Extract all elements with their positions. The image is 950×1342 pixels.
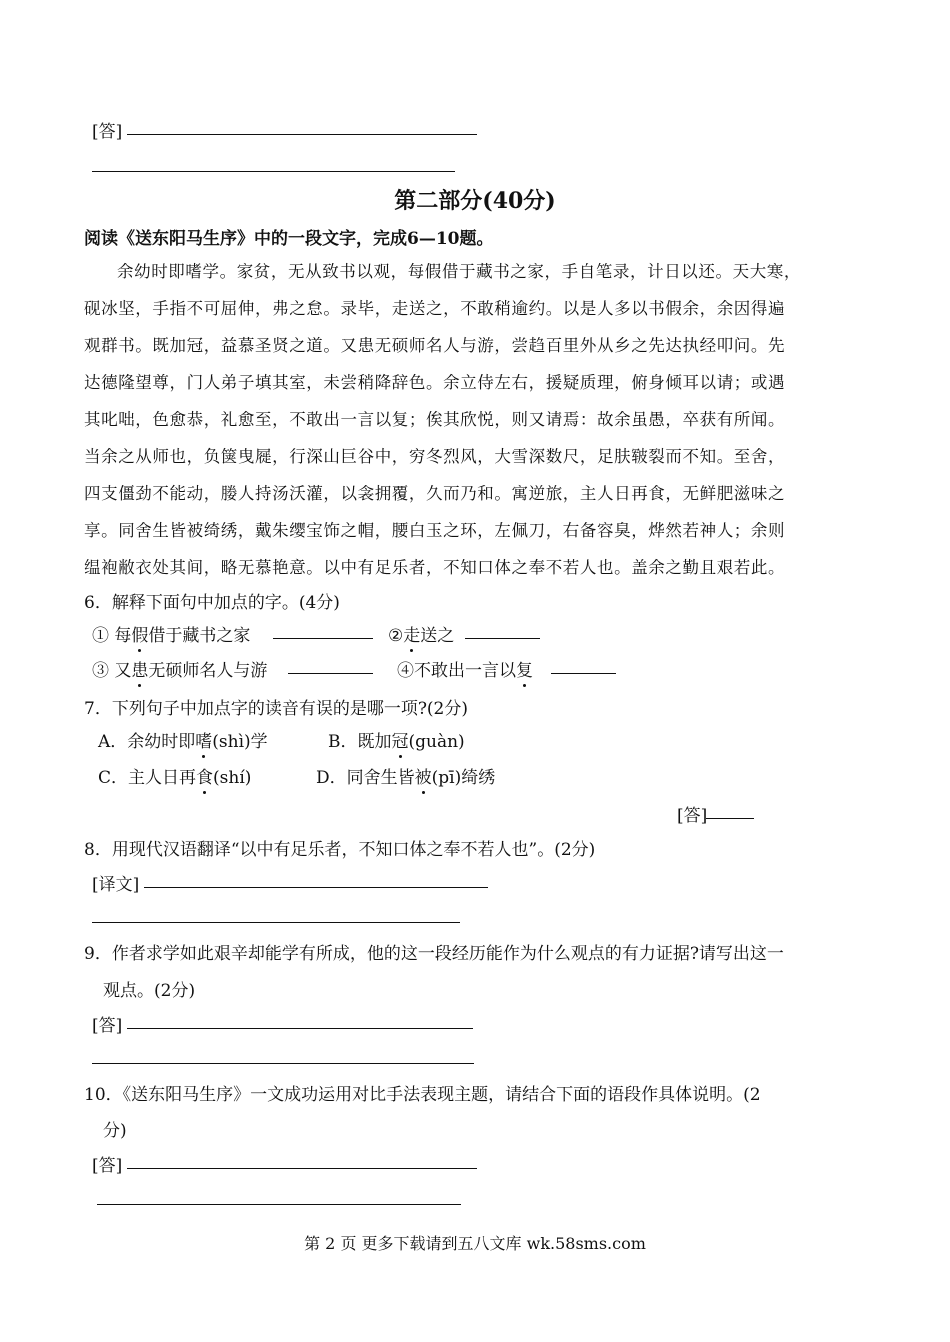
q7-dotted-char: 嗜 [195,727,212,752]
question-9-stem: 9．作者求学如此艰辛却能学有所成，他的这一段经历能作为什么观点的有力证据?请写出这一 [84,944,784,964]
q6-dotted-char: 患 [131,656,148,681]
q6-dotted-char: 复 [516,656,533,681]
q7-option-a[interactable] [98,727,268,752]
q6-item-post: 无硕师名人与游 [148,661,268,681]
q6-item-num: ④ [397,661,414,681]
q7-dotted-char: 冠 [392,727,409,752]
q6-item-pre: 又 [114,661,132,681]
question-6-stem: 6．解释下面句中加点的字。(4分) [84,593,340,613]
section-title: 第二部分(40分) [394,188,556,214]
q6-item-3 [92,656,267,681]
answer-line[interactable] [127,134,477,135]
answer-line[interactable] [92,171,455,172]
q7-option-pre: 余幼时即 [127,732,196,752]
page-footer: 第 2 页 更多下载请到五八文库 wk.58sms.com [304,1234,646,1253]
passage-line: 达德隆望尊，门人弟子填其室，未尝稍降辞色。余立侍左右，援疑质理，俯身倾耳以请；或遇 [84,373,786,392]
q9-answer-line[interactable] [127,1028,473,1029]
q9-answer-label: [答] [92,1016,123,1036]
passage-line: 观群书。既加冠，益慕圣贤之道。又患无硕师名人与游，尝趋百里外从乡之先达执经叩问。先 [84,336,786,355]
q8-answer-line[interactable] [144,887,488,888]
q6-item-post: 送之 [420,626,455,646]
q7-dotted-char: 被 [415,763,432,788]
passage-line: 四支僵劲不能动，媵人持汤沃灌，以衾拥覆，久而乃和。寓逆旅，主人日再食，无鲜肥滋味之 [84,484,786,503]
q6-answer-line-1[interactable] [273,638,373,639]
section-instruction: 阅读《送东阳马生序》中的一段文字，完成6—10题。 [84,229,494,249]
q7-option-b[interactable] [328,727,465,752]
q6-dotted-char: 走 [403,621,420,646]
q6-item-1 [92,621,250,646]
question-9-stem-cont: 观点。(2分) [103,981,196,1001]
passage-line: 当余之从师也，负箧曳屣，行深山巨谷中，穷冬烈风，大雪深数尺，足肤皲裂而不知。至舍， [84,447,786,466]
passage-line: 其叱咄，色愈恭，礼愈至，不敢出一言以复；俟其欣悦，则又请焉：故余虽愚，卒获有所闻。 [84,410,786,429]
question-10-stem-cont: 分) [103,1121,127,1141]
q9-answer-line[interactable] [92,1063,474,1064]
q7-dotted-char: 食 [196,763,213,788]
q7-option-post: (shí) [213,768,252,788]
q7-answer-label: [答] [677,806,708,826]
passage-line: 享。同舍生皆被绮绣，戴朱缨宝饰之帽，腰白玉之环，左佩刀，右备容臭，烨然若神人；余则 [84,521,786,540]
question-10-stem: 10．《送东阳马生序》一文成功运用对比手法表现主题，请结合下面的语段作具体说明。(2 [84,1085,761,1105]
passage-line: 砚冰坚，手指不可屈伸，弗之怠。录毕，走送之，不敢稍逾约。以是人多以书假余，余因得遍 [84,299,786,318]
q6-answer-line-3[interactable] [288,673,373,674]
answer-label: [答] [92,122,123,142]
q7-option-post: (guàn) [408,732,465,752]
q6-item-num: ① [92,626,109,646]
q7-option-post: (shì)学 [212,732,268,752]
q7-option-d[interactable] [316,763,495,788]
q7-option-pre: 既加 [357,732,392,752]
q7-option-c[interactable] [98,763,251,788]
q6-item-num: ③ [92,661,109,681]
q6-item-4 [397,656,533,681]
q7-option-letter: A． [98,732,128,752]
q7-option-pre: 同舍生皆 [346,768,415,788]
q6-answer-line-4[interactable] [551,673,616,674]
q10-answer-label: [答] [92,1156,123,1176]
q7-option-letter: D． [316,768,347,788]
q6-item-num: ② [388,626,404,646]
q6-item-pre: 不敢出一言以 [414,661,516,681]
question-7-stem: 7．下列句子中加点字的读音有误的是哪一项?(2分) [84,699,469,719]
q7-answer-line[interactable] [706,818,754,819]
passage-line: 缊袍敝衣处其间，略无慕艳意。以中有足乐者，不知口体之奉不若人也。盖余之勤且艰若此。 [84,558,786,577]
q6-dotted-char: 假 [131,621,148,646]
q7-option-post: (pī)绮绣 [431,768,496,788]
q10-answer-line[interactable] [127,1168,477,1169]
q6-item-post: 借于藏书之家 [148,626,251,646]
q10-answer-line[interactable] [97,1204,461,1205]
passage-line: 余幼时即嗜学。家贫，无从致书以观，每假借于藏书之家，手自笔录，计日以还。天大寒， [117,262,801,281]
q6-item-2 [388,621,454,646]
q7-option-letter: C． [98,768,129,788]
question-8-stem: 8．用现代汉语翻译“以中有足乐者，不知口体之奉不若人也”。(2分) [84,840,596,860]
q8-answer-label: [译文] [92,875,140,895]
q8-answer-line[interactable] [92,922,460,923]
q6-answer-line-2[interactable] [465,638,540,639]
q7-option-pre: 主人日再 [128,768,197,788]
q6-item-pre: 每 [114,626,132,646]
q7-option-letter: B． [328,732,358,752]
